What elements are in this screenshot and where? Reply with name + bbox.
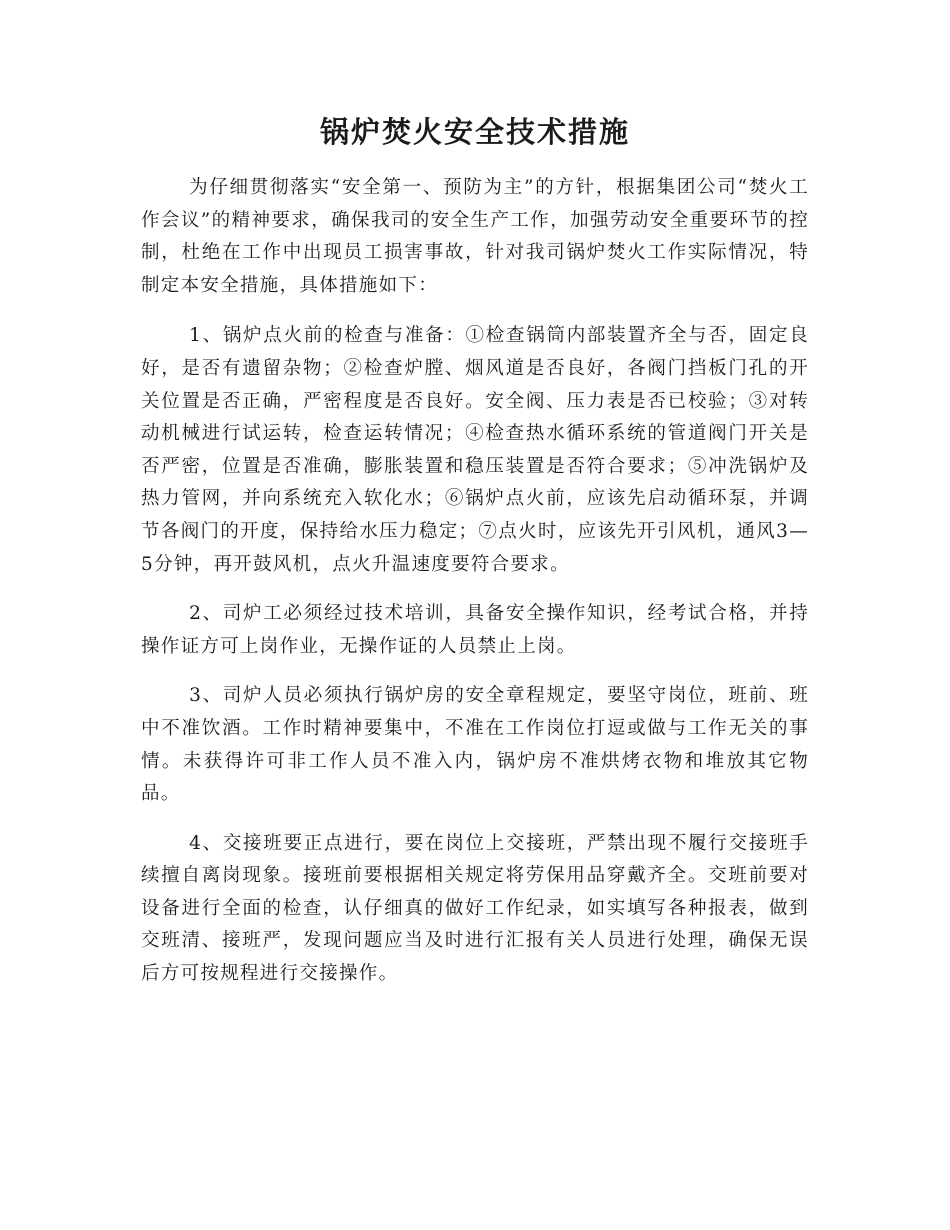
document-title: 锅炉焚火安全技术措施 [319,115,630,149]
measure-item-3: 3、司炉人员必须执行锅炉房的安全章程规定，要坚守岗位，班前、班中不准饮酒。工作时精神要集中，不准在工作岗位打逗或做与工作无关的事情。未获得许可非工作人员不准入内，锅炉房不准烘烤衣物和堆放其它物品。 [141,685,809,805]
measure-item-1: 1、锅炉点火前的检查与准备：①检查锅筒内部装置齐全与否，固定良好，是否有遗留杂物；②检查炉膛、烟风道是否良好，各阀门挡板门孔的开关位置是否正确，严密程度是否良好。安全阀、压力表是否已校验；③对转动机械进行试运转，检查运转情况；④检查热水循环系统的管道阀门开关是否严密，位置是否准确，膨胀装置和稳压装置是否符合要求；⑤冲洗锅炉及热力管网，并向系统充入软化水；⑥锅炉点火前，应该先启动循环泵，并调节各阀门的开度，保持给水压力稳定；⑦点火时，应该先开引风机，通风3—5分钟，再开鼓风机，点火升温速度要符合要求。 [141,325,809,575]
document-page [141,110,809,1008]
measure-item-2: 2、司炉工必须经过技术培训，具备安全操作知识，经考试合格，并持操作证方可上岗作业，无操作证的人员禁止上岗。 [141,603,809,657]
measure-item-4: 4、交接班要正点进行，要在岗位上交接班，严禁出现不履行交接班手续擅自离岗现象。接班前要根据相关规定将劳保用品穿戴齐全。交班前要对设备进行全面的检查，认仔细真的做好工作纪录，如实填写各种报表，做到交班清、接班严，发现问题应当及时进行汇报有关人员进行处理，确保无误后方可按规程进行交接操作。 [141,832,809,985]
intro-paragraph: 为仔细贯彻落实“安全第一、预防为主”的方针，根据集团公司“焚火工作会议”的精神要求，确保我司的安全生产工作，加强劳动安全重要环节的控制，杜绝在工作中出现员工损害事故，针对我司锅炉焚火工作实际情况，特制定本安全措施，具体措施如下： [141,177,809,296]
